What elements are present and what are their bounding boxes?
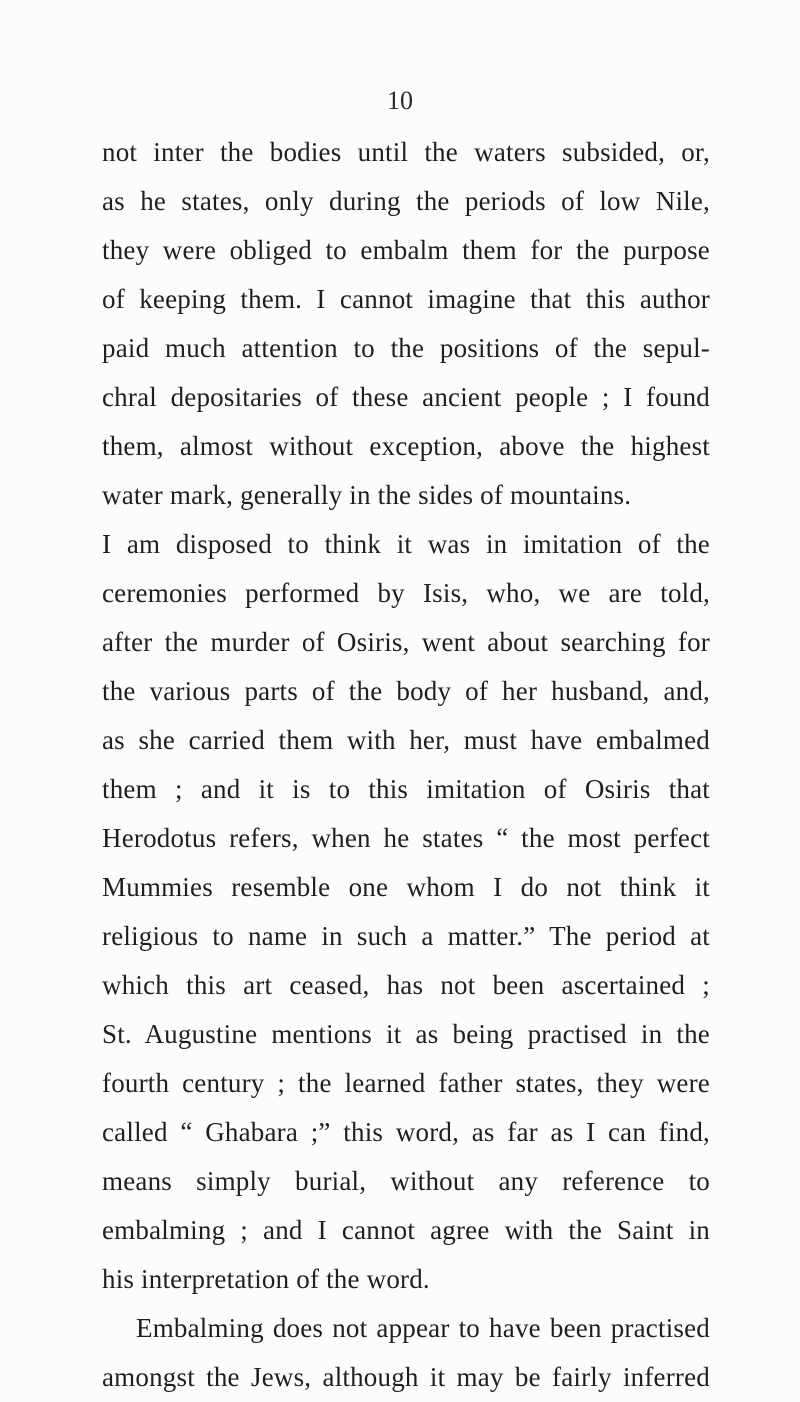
text-line: as he states, only during the periods of low Nile, (102, 186, 710, 216)
text-line: embalming ; and I cannot agree with the Saint in (102, 1215, 710, 1245)
text-line: religious to name in such a matter.” The period at (102, 921, 710, 951)
text-line: of keeping them. I cannot imagine that this author (102, 284, 710, 314)
text-line: chral depositaries of these ancient people ; I found (102, 382, 710, 412)
body-text (102, 128, 710, 1402)
text-line: as she carried them with her, must have embalmed (102, 725, 710, 755)
text-line: Herodotus refers, when he states “ the most perfect (102, 823, 710, 853)
text-line: I am disposed to think it was in imitation of the (102, 529, 710, 559)
text-line: means simply burial, without any reference to (102, 1166, 710, 1196)
text-line: they were obliged to embalm them for the purpose (102, 235, 710, 265)
text-line: them ; and it is to this imitation of Osiris that (102, 774, 710, 804)
text-line: which this art ceased, has not been ascertained ; (102, 970, 710, 1000)
text-line: Mummies resemble one whom I do not think it (102, 872, 710, 902)
text-line: the various parts of the body of her husband, and, (102, 676, 710, 706)
text-line: his interpretation of the word. (102, 1264, 430, 1294)
text-line: after the murder of Osiris, went about searching for (102, 627, 710, 657)
text-line: them, almost without exception, above the highest (102, 431, 710, 461)
text-line: fourth century ; the learned father states, they were (102, 1068, 710, 1098)
text-line: called “ Ghabara ;” this word, as far as I can find, (102, 1117, 710, 1147)
page-number: 10 (387, 86, 413, 115)
text-line: amongst the Jews, although it may be fairly inferred (102, 1362, 710, 1392)
text-line: not inter the bodies until the waters subsided, or, (102, 137, 710, 167)
text-line: St. Augustine mentions it as being practised in the (102, 1019, 710, 1049)
text-line: water mark, generally in the sides of mountains. (102, 480, 632, 510)
text-line: ceremonies performed by Isis, who, we are told, (102, 578, 710, 608)
text-line: Embalming does not appear to have been practised (136, 1313, 710, 1343)
text-line: paid much attention to the positions of the sepul- (102, 333, 710, 363)
